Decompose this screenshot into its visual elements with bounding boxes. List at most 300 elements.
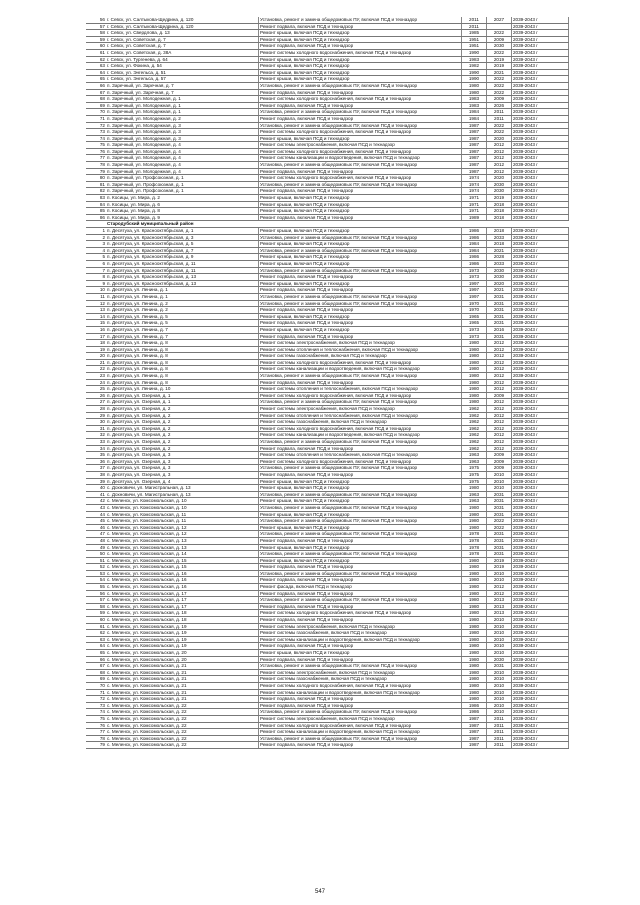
planned-period-cell: 2039-2043 г [512,300,569,307]
last-repair-year-cell: 2031 [487,307,512,314]
row-number: 66 [86,656,106,663]
build-year-cell: 1962 [462,425,487,432]
last-repair-year-cell: 2009 [487,96,512,103]
row-number: 38 [86,471,106,478]
row-number: 73 [86,129,106,136]
work-type-cell: Ремонт системы холодного водоснабжения, включая ПСД и технадзор [259,148,462,155]
row-number: 4 [86,247,106,254]
table-row [86,531,569,538]
last-repair-year-cell: 2022 [487,129,512,136]
address-cell: с. Меленск, ул. Комсомольская, д. 22 [106,735,259,742]
last-repair-year-cell: 2010 [487,650,512,657]
work-type-cell [259,221,462,228]
work-type-cell: Ремонт крыши, включая ПСД и технадзор [259,280,462,287]
planned-period-cell [512,221,569,228]
table-row [86,267,569,274]
row-number: 39 [86,478,106,485]
build-year-cell: 1980 [462,359,487,366]
build-year-cell: 1970 [462,307,487,314]
row-number: 41 [86,491,106,498]
row-number: 24 [86,379,106,386]
address-cell: п. Десятуха, ул. Ленина, д. 2 [106,300,259,307]
table-row [86,181,569,188]
row-number: 78 [86,162,106,169]
table-row [86,379,569,386]
address-cell: п. Десятуха, ул. Ленина, д. 8 [106,366,259,373]
work-type-cell: Ремонт подвала, включая ПСД и технадзор [259,643,462,650]
work-type-cell: Ремонт подвала, включая ПСД и технадзор [259,537,462,544]
address-cell: п. Десятуха, ул. Краснооктябрьская, д. 11 [106,260,259,267]
planned-period-cell: 2039-2043 г [512,267,569,274]
address-cell: с. Меленск, ул. Комсомольская, д. 12 [106,524,259,531]
work-type-cell: Ремонт системы электроснабжения, включая ПСД и технадзор [259,142,462,149]
document-table-area [86,17,566,749]
last-repair-year-cell: 2031 [487,333,512,340]
planned-period-cell: 2039-2043 г [512,359,569,366]
last-repair-year-cell: 2030 [487,274,512,281]
build-year-cell: 1987 [462,168,487,175]
last-repair-year-cell: 2012 [487,432,512,439]
planned-period-cell: 2039-2043 г [512,458,569,465]
last-repair-year-cell: 2012 [487,366,512,373]
work-type-cell: Ремонт системы электроснабжения, включая ПСД и технадзор [259,340,462,347]
address-cell: г. Севск, ул. Советская, д. 38А [106,49,259,56]
work-type-cell: Ремонт подвала, включая ПСД и технадзор [259,603,462,610]
address-cell: п. Заречный, ул. Профсоюзная, д. 1 [106,175,259,182]
work-type-cell: Установка, ремонт и замена общедомовых ПУ, включая ПСД и технадзор [259,122,462,129]
address-cell: п. Десятуха, ул. Озерная, д. 2 [106,439,259,446]
address-cell: с. Меленск, ул. Комсомольская, д. 16 [106,577,259,584]
row-number: 45 [86,518,106,525]
address-cell: п. Десятуха, ул. Краснооктябрьская, д. 13 [106,274,259,281]
planned-period-cell: 2039-2043 г [512,109,569,116]
build-year-cell: 1980 [462,623,487,630]
planned-period-cell: 2039-2043 г [512,36,569,43]
table-row [86,537,569,544]
planned-period-cell: 2039-2043 г [512,656,569,663]
build-year-cell: 1980 [462,643,487,650]
table-row [86,326,569,333]
row-number: 37 [86,465,106,472]
build-year-cell: 1963 [462,458,487,465]
build-year-cell: 1980 [462,82,487,89]
work-type-cell: Ремонт подвала, включая ПСД и технадзор [259,43,462,50]
planned-period-cell: 2039-2043 г [512,49,569,56]
row-number: 33 [86,439,106,446]
planned-period-cell: 2039-2043 г [512,379,569,386]
work-type-cell: Ремонт подвала, включая ПСД и технадзор [259,274,462,281]
table-row [86,735,569,742]
table-row [86,478,569,485]
last-repair-year-cell: 2010 [487,471,512,478]
build-year-cell: 1980 [462,564,487,571]
row-number: 65 [86,650,106,657]
table-row [86,471,569,478]
build-year-cell: 1980 [462,636,487,643]
last-repair-year-cell: 2012 [487,386,512,393]
table-row [86,254,569,261]
last-repair-year-cell: 2033 [487,260,512,267]
table-row [86,643,569,650]
build-year-cell: 1987 [462,122,487,129]
last-repair-year-cell: 2010 [487,702,512,709]
row-number: 85 [86,208,106,215]
planned-period-cell: 2039-2043 г [512,735,569,742]
table-row [86,406,569,413]
address-cell: г. Севск, ул. Энгельса, д. 57 [106,76,259,83]
address-cell: с. Меленск, ул. Комсомольская, д. 20 [106,650,259,657]
planned-period-cell: 2039-2043 г [512,650,569,657]
table-row [86,293,569,300]
build-year-cell: 1978 [462,551,487,558]
planned-period-cell: 2039-2043 г [512,373,569,380]
row-number: 65 [86,76,106,83]
address-cell: п. Заречный, ул. Молодежная, д. 3 [106,122,259,129]
row-number: 7 [86,267,106,274]
row-number: 6 [86,260,106,267]
build-year-cell: 1962 [462,412,487,419]
work-type-cell: Ремонт крыши, включая ПСД и технадзор [259,135,462,142]
last-repair-year-cell: 2018 [487,228,512,235]
work-type-cell: Ремонт подвала, включая ПСД и технадзор [259,188,462,195]
build-year-cell: 1962 [462,439,487,446]
table-row [86,386,569,393]
planned-period-cell: 2039-2043 г [512,386,569,393]
work-type-cell: Ремонт системы холодного водоснабжения, включая ПСД и технадзор [259,129,462,136]
work-type-cell: Ремонт подвала, включая ПСД и технадзор [259,471,462,478]
row-number: 56 [86,17,106,23]
table-row [86,630,569,637]
row-number: 79 [86,742,106,749]
last-repair-year-cell: 2011 [487,109,512,116]
work-type-cell: Установка, ремонт и замена общедомовых ПУ, включая ПСД и технадзор [259,300,462,307]
planned-period-cell: 2039-2043 г [512,280,569,287]
planned-period-cell: 2039-2043 г [512,623,569,630]
build-year-cell: 1982 [462,63,487,70]
table-row [86,544,569,551]
work-type-cell: Ремонт крыши, включая ПСД и технадзор [259,650,462,657]
table-row [86,511,569,518]
work-type-cell: Ремонт системы отопления и теплоснабжения, включая ПСД и технадзор [259,452,462,459]
work-type-cell: Ремонт крыши, включая ПСД и технадзор [259,63,462,70]
table-row [86,96,569,103]
table-row [86,23,569,30]
address-cell: п. Заречный, ул. Молодежная, д. 4 [106,155,259,162]
build-year-cell: 1980 [462,386,487,393]
row-number: 56 [86,590,106,597]
last-repair-year-cell: 2022 [487,89,512,96]
build-year-cell: 1985 [462,30,487,37]
planned-period-cell: 2039-2043 г [512,564,569,571]
planned-period-cell: 2039-2043 г [512,102,569,109]
address-cell: п. Заречный, ул. Молодежная, д. 3 [106,129,259,136]
build-year-cell: 1987 [462,129,487,136]
row-number: 26 [86,392,106,399]
table-row [86,82,569,89]
planned-period-cell: 2039-2043 г [512,445,569,452]
planned-period-cell: 2039-2043 г [512,557,569,564]
work-type-cell: Ремонт крыши, включая ПСД и технадзор [259,201,462,208]
last-repair-year-cell: 2012 [487,346,512,353]
address-cell: п. Десятуха, ул. Краснооктябрьская, д. 5 [106,241,259,248]
table-row [86,399,569,406]
address-cell: с. Меленск, ул. Комсомольская, д. 20 [106,656,259,663]
last-repair-year-cell: 2010 [487,669,512,676]
planned-period-cell: 2039-2043 г [512,584,569,591]
last-repair-year-cell: 2010 [487,485,512,492]
table-row [86,524,569,531]
last-repair-year-cell: 2012 [487,148,512,155]
address-cell: с. Меленск, ул. Комсомольская, д. 15 [106,564,259,571]
work-type-cell: Установка, ремонт и замена общедомовых ПУ, включая ПСД и технадзор [259,247,462,254]
table-row [86,175,569,182]
last-repair-year-cell: 2031 [487,313,512,320]
table-row [86,129,569,136]
work-type-cell: Ремонт системы канализации и водоотведения, включая ПСД и технадзор [259,366,462,373]
address-cell: с. Меленск, ул. Комсомольская, д. 16 [106,570,259,577]
planned-period-cell: 2039-2043 г [512,577,569,584]
address-cell: п. Заречный, ул. Молодежная, д. 4 [106,142,259,149]
build-year-cell: 1980 [462,89,487,96]
work-type-cell: Ремонт системы холодного водоснабжения, включая ПСД и технадзор [259,458,462,465]
address-cell: п. Десятуха, ул. Ленина, д. 7 [106,333,259,340]
last-repair-year-cell: 2011 [487,735,512,742]
last-repair-year-cell: 2021 [487,247,512,254]
planned-period-cell: 2039-2043 г [512,689,569,696]
address-cell: п. Десятуха, ул. Озерная, д. 3 [106,452,259,459]
table-row [86,590,569,597]
build-year-cell: 1962 [462,406,487,413]
build-year-cell: 1987 [462,729,487,736]
build-year-cell: 1975 [462,471,487,478]
table-row [86,228,569,235]
planned-period-cell: 2039-2043 г [512,537,569,544]
build-year-cell: 1963 [462,498,487,505]
planned-period-cell: 2039-2043 г [512,729,569,736]
table-row [86,419,569,426]
build-year-cell: 1980 [462,682,487,689]
address-cell: п. Десятуха, ул. Краснооктябрьская, д. 11 [106,267,259,274]
row-number: 28 [86,406,106,413]
planned-period-cell: 2039-2043 г [512,129,569,136]
planned-period-cell: 2039-2043 г [512,43,569,50]
last-repair-year-cell: 2012 [487,373,512,380]
table-row [86,201,569,208]
last-repair-year-cell: 2030 [487,267,512,274]
address-cell: п. Десятуха, ул. Краснооктябрьская, д. 9 [106,254,259,261]
table-row [86,682,569,689]
row-number: 57 [86,597,106,604]
address-cell: с. Меленск, ул. Комсомольская, д. 12 [106,531,259,538]
last-repair-year-cell: 2031 [487,293,512,300]
planned-period-cell: 2039-2043 г [512,346,569,353]
build-year-cell: 1980 [462,577,487,584]
address-cell: г. Севск, ул. Советская, д. 7 [106,43,259,50]
table-row [86,584,569,591]
table-row [86,445,569,452]
row-number: 54 [86,577,106,584]
work-type-cell: Ремонт крыши, включая ПСД и технадзор [259,36,462,43]
last-repair-year-cell: 2010 [487,623,512,630]
last-repair-year-cell: 2012 [487,590,512,597]
row-number: 86 [86,214,106,221]
table-row [86,564,569,571]
build-year-cell: 2011 [462,23,487,30]
row-number: 81 [86,181,106,188]
last-repair-year-cell: 2019 [487,557,512,564]
planned-period-cell: 2039-2043 г [512,636,569,643]
address-cell: г. Севск, ул. Салтыкова-Щедрина, д. 120 [106,17,259,23]
work-type-cell: Установка, ремонт и замена общедомовых ПУ, включая ПСД и технадзор [259,735,462,742]
table-row [86,241,569,248]
planned-period-cell: 2039-2043 г [512,122,569,129]
work-type-cell: Ремонт крыши, включая ПСД и технадзор [259,544,462,551]
address-cell: п. Десятуха, ул. Озерная, д. 2 [106,406,259,413]
planned-period-cell: 2039-2043 г [512,96,569,103]
address-cell: п. Десятуха, ул. Ленина, д. 1 [106,293,259,300]
work-type-cell: Ремонт системы отопления и теплоснабжения, включая ПСД и технадзор [259,346,462,353]
row-number: 79 [86,168,106,175]
row-number: 31 [86,425,106,432]
planned-period-cell: 2039-2043 г [512,30,569,37]
last-repair-year-cell: 2019 [487,56,512,63]
last-repair-year-cell: 2010 [487,570,512,577]
last-repair-year-cell: 2012 [487,340,512,347]
build-year-cell: 1973 [462,326,487,333]
table-row [86,491,569,498]
planned-period-cell: 2039-2043 г [512,293,569,300]
planned-period-cell: 2039-2043 г [512,135,569,142]
planned-period-cell: 2039-2043 г [512,254,569,261]
table-row [86,557,569,564]
row-number: 48 [86,537,106,544]
row-number: 60 [86,617,106,624]
last-repair-year-cell: 2022 [487,30,512,37]
address-cell: с. Меленск, ул. Комсомольская, д. 22 [106,709,259,716]
work-type-cell: Ремонт подвала, включая ПСД и технадзор [259,617,462,624]
address-cell: п. Заречный, ул. Профсоюзная, д. 1 [106,181,259,188]
work-type-cell: Установка, ремонт и замена общедомовых ПУ, включая ПСД и технадзор [259,663,462,670]
row-number: 80 [86,175,106,182]
planned-period-cell: 2039-2043 г [512,498,569,505]
table-row [86,135,569,142]
planned-period-cell: 2039-2043 г [512,148,569,155]
table-row [86,287,569,294]
build-year-cell: 1974 [462,175,487,182]
build-year-cell: 1963 [462,452,487,459]
build-year-cell: 1989 [462,214,487,221]
row-number: 2 [86,234,106,241]
table-row [86,504,569,511]
planned-period-cell: 2039-2043 г [512,669,569,676]
planned-period-cell: 2039-2043 г [512,524,569,531]
address-cell: п. Косицы, ул. Мира, д. 9 [106,214,259,221]
row-number: 15 [86,320,106,327]
table-row [86,676,569,683]
table-row [86,300,569,307]
address-cell: с. Меленск, ул. Комсомольская, д. 22 [106,715,259,722]
row-number: 70 [86,109,106,116]
planned-period-cell: 2039-2043 г [512,471,569,478]
table-row [86,333,569,340]
row-number: 22 [86,366,106,373]
build-year-cell: 1997 [462,293,487,300]
work-type-cell: Ремонт крыши, включая ПСД и технадзор [259,69,462,76]
last-repair-year-cell: 2009 [487,465,512,472]
work-type-cell: Установка, ремонт и замена общедомовых ПУ, включая ПСД и технадзор [259,504,462,511]
work-type-cell: Ремонт подвала, включая ПСД и технадзор [259,23,462,30]
planned-period-cell: 2039-2043 г [512,234,569,241]
build-year-cell: 1951 [462,43,487,50]
last-repair-year-cell: 2030 [487,656,512,663]
table-row [86,36,569,43]
build-year-cell: 1997 [462,280,487,287]
table-row [86,636,569,643]
planned-period-cell: 2039-2043 г [512,709,569,716]
planned-period-cell: 2039-2043 г [512,491,569,498]
table-row [86,650,569,657]
build-year-cell: 1971 [462,201,487,208]
work-type-cell: Ремонт системы канализации и водоотведения, включая ПСД и технадзор [259,636,462,643]
last-repair-year-cell: 2011 [487,722,512,729]
row-number: 58 [86,603,106,610]
address-cell: с. Меленск, ул. Комсомольская, д. 21 [106,669,259,676]
table-row [86,89,569,96]
planned-period-cell: 2039-2043 г [512,241,569,248]
table-row [86,234,569,241]
work-type-cell: Ремонт крыши, включая ПСД и технадзор [259,557,462,564]
planned-period-cell: 2039-2043 г [512,696,569,703]
table-row [86,109,569,116]
work-type-cell: Ремонт подвала, включая ПСД и технадзор [259,590,462,597]
table-row [86,69,569,76]
planned-period-cell: 2039-2043 г [512,228,569,235]
last-repair-year-cell: 2012 [487,168,512,175]
work-type-cell: Ремонт системы холодного водоснабжения, включая ПСД и технадзор [259,722,462,729]
planned-period-cell: 2039-2043 г [512,715,569,722]
planned-period-cell: 2039-2043 г [512,485,569,492]
planned-period-cell: 2039-2043 г [512,201,569,208]
address-cell: п. Десятуха, ул. Ленина, д. 8 [106,340,259,347]
build-year-cell: 1978 [462,537,487,544]
table-row [86,439,569,446]
build-year-cell: 1986 [462,260,487,267]
row-number: 76 [86,722,106,729]
row-number: 72 [86,122,106,129]
build-year-cell: 1980 [462,650,487,657]
table-row [86,617,569,624]
planned-period-cell: 2039-2043 г [512,76,569,83]
planned-period-cell: 2039-2043 г [512,676,569,683]
build-year-cell: 1980 [462,603,487,610]
address-cell: с. Меленск, ул. Комсомольская, д. 21 [106,689,259,696]
planned-period-cell: 2039-2043 г [512,162,569,169]
build-year-cell: 1980 [462,379,487,386]
table-row [86,656,569,663]
row-number: 55 [86,584,106,591]
last-repair-year-cell: 2021 [487,287,512,294]
work-type-cell: Установка, ремонт и замена общедомовых ПУ, включая ПСД и технадзор [259,491,462,498]
table-row [86,76,569,83]
address-cell: с. Меленск, ул. Комсомольская, д. 10 [106,498,259,505]
table-row [86,43,569,50]
last-repair-year-cell: 2011 [487,115,512,122]
build-year-cell: 1971 [462,208,487,215]
table-row [86,597,569,604]
planned-period-cell: 2039-2043 г [512,722,569,729]
work-type-cell: Ремонт системы канализации и водоотведения, включая ПСД и технадзор [259,729,462,736]
row-number: 59 [86,36,106,43]
